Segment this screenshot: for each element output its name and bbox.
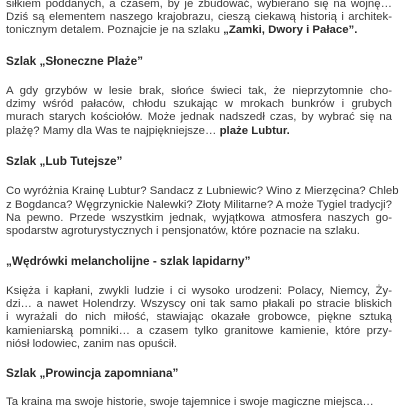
section-line: dzimy wśród pałaców, chłodu szukając w mrokach bunkrów i grubych (6, 98, 392, 110)
section-last-text: plażę? Mamy dla Was te najpiękniejsze… (6, 125, 220, 137)
section-title: „Wędrówki melancholijne - szlak lapidarny” (6, 254, 251, 268)
section-line: Ta kraina ma swoje historie, swoje tajemnice i swoje magiczne miejsca… (6, 396, 374, 408)
section-line: i wyrażali do nich miłość, stawiając okazałe grobowce, piękne sztuką (6, 311, 392, 323)
section-line: spodarstw agroturystycznych i pensjonatów, które poznacie na szlaku. (6, 225, 360, 237)
intro-last-line (6, 23, 392, 37)
section-line: Co wyróżnia Krainę Lubtur? Sandacz z Lubniewic? Wino z Mierzęcina? Chleb (6, 185, 399, 197)
section-line: z Bogdanca? Węgrzynickie Nalewki? Złoty Militarne? A może Tygiel tradycji? (6, 199, 392, 211)
section-title: Szlak „Lub Tutejsze” (6, 154, 123, 168)
section-line: kamieniarską pomniki… a czasem tylko granitowe kamienie, które przy- (6, 325, 392, 337)
section-last-line (6, 124, 392, 138)
section-title: Szlak „Prowincja zapomniana” (6, 366, 179, 380)
section-line: Księża i kapłani, zwykli ludzie i ci wysoko urodzeni: Polacy, Niemcy, Ży- (6, 285, 392, 297)
intro-line: Dziś są elementem naszego krajobrazu, cieszą ciekawą historią i architek- (6, 11, 392, 23)
section-bold-text: plaże Lubtur. (219, 125, 290, 137)
section-line: niósł lodowiec, zanim nas opuścił. (6, 338, 177, 350)
intro-trail-name: „Zamki, Dwory i Pałace”. (223, 24, 358, 36)
section-line: Na pewno. Przede wszystkim jednak, wyjątkowa atmosfera naszych go- (6, 212, 392, 224)
section-line: A gdy grzybów w lesie brak, słońce świeci tak, że nieprzytomnie cho- (6, 85, 392, 97)
section-title: Szlak „Słoneczne Plaże” (6, 54, 144, 68)
section-line: dzi… a nawet Holendrzy. Wszyscy oni tak samo płakali po stracie bliskich (6, 298, 392, 310)
intro-last-text: tonicznym detalem. Poznajcie je na szlaku (6, 24, 224, 36)
section-line: murach starych kościołów. Może jednak nadszedł czas, by wybrać się na (6, 111, 392, 123)
intro-line: siłkiem poddanych, a czasem, by je zbudować, wybierano się na wojnę… (6, 0, 392, 10)
